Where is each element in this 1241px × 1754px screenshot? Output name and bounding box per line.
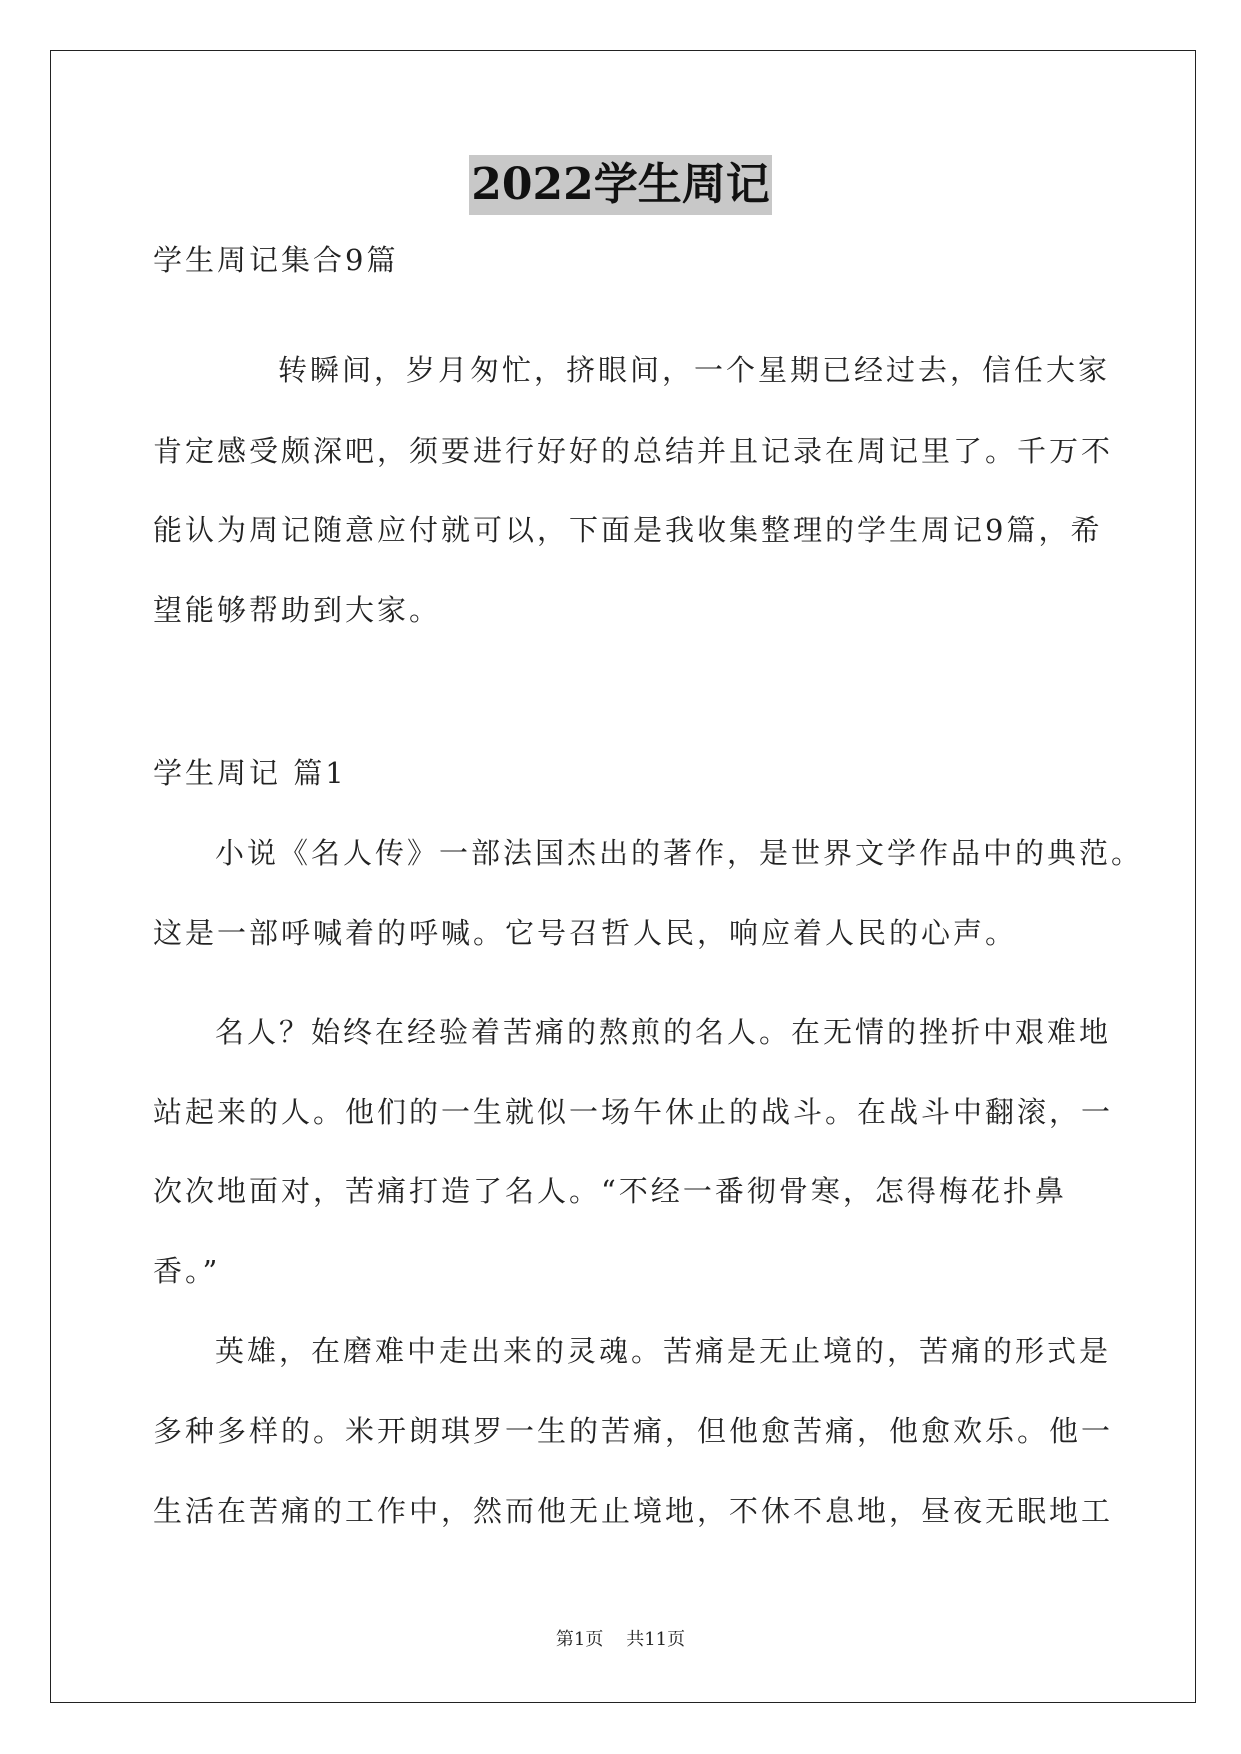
intro-heading: 学生周记集合9篇	[153, 243, 399, 277]
intro-line-2: 肯定感受颇深吧，须要进行好好的总结并且记录在周记里了。千万不	[153, 434, 1114, 468]
section-line-3: 名人？始终在经验着苦痛的熬煎的名人。在无情的挫折中艰难地	[215, 1015, 1112, 1049]
intro-line-4: 望能够帮助到大家。	[153, 593, 442, 627]
section-line-5: 次次地面对，苦痛打造了名人。“不经一番彻骨寒，怎得梅花扑鼻	[153, 1174, 1067, 1208]
section-line-2: 这是一部呼喊着的呼喊。它号召哲人民，响应着人民的心声。	[153, 916, 1018, 950]
intro-line-3: 能认为周记随意应付就可以，下面是我收集整理的学生周记9篇，希	[153, 513, 1103, 547]
section-line-9: 生活在苦痛的工作中，然而他无止境地，不休不息地，昼夜无眠地工	[153, 1494, 1114, 1528]
document-title	[0, 155, 1241, 215]
section-line-8: 多种多样的。米开朗琪罗一生的苦痛，但他愈苦痛，他愈欢乐。他一	[153, 1414, 1114, 1448]
section-heading: 学生周记 篇1	[153, 756, 347, 790]
intro-line-1: 转瞬间，岁月匆忙，挤眼间，一个星期已经过去，信任大家	[278, 353, 1111, 387]
section-line-7: 英雄，在磨难中走出来的灵魂。苦痛是无止境的，苦痛的形式是	[215, 1334, 1112, 1368]
section-line-1: 小说《名人传》一部法国杰出的著作，是世界文学作品中的典范。	[215, 836, 1144, 870]
section-line-4: 站起来的人。他们的一生就似一场午休止的战斗。在战斗中翻滚，一	[153, 1095, 1114, 1129]
section-line-6: 香。”	[153, 1254, 221, 1288]
page-border	[50, 50, 1196, 1703]
page-footer: 第1页 共11页	[555, 1629, 686, 1650]
title-text: 2022学生周记	[469, 155, 771, 215]
